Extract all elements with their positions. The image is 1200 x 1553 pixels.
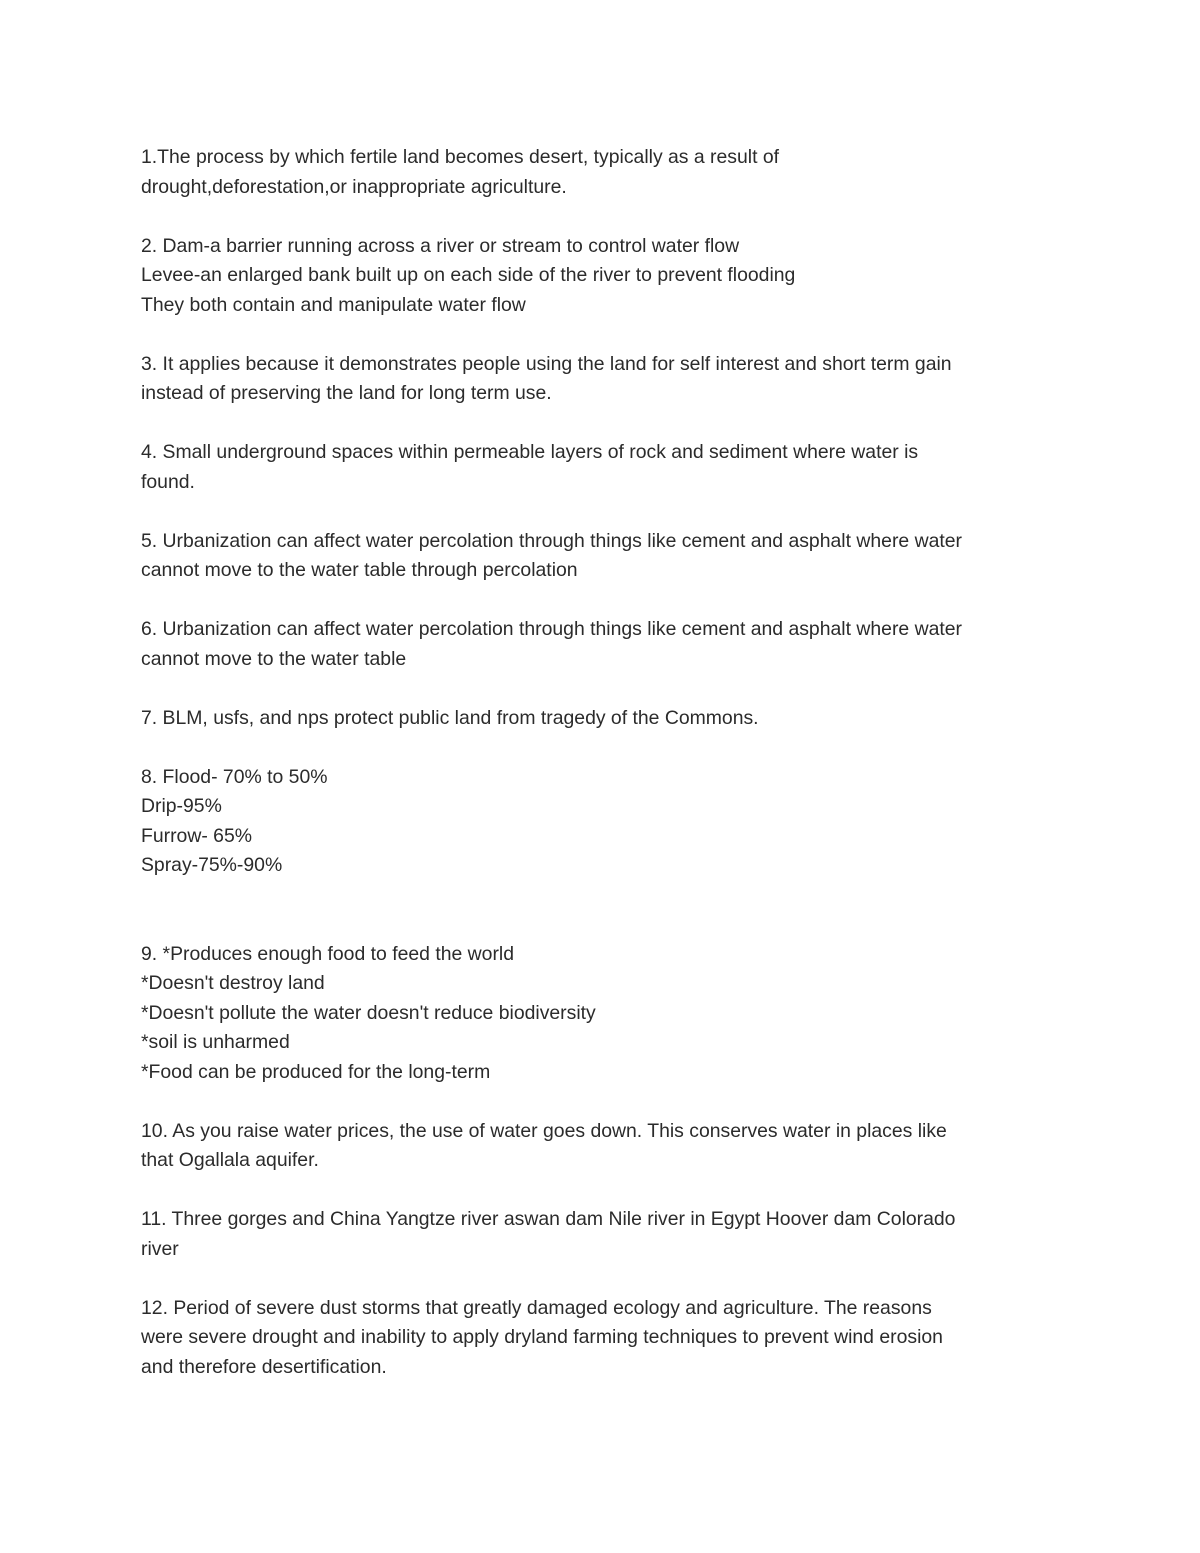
answer-11-line-2: river [141,1237,179,1260]
answer-8-line-3: Furrow- 65% [141,824,252,847]
answer-8-line-4: Spray-75%-90% [141,854,283,876]
answer-5-line-1: 5. Urbanization can affect water percolation through things like cement and asphalt where water [141,529,962,552]
answer-12 [141,1294,1071,1383]
answer-12-line-2: were severe drought and inability to apply dryland farming techniques to prevent wind erosion [141,1326,943,1348]
answer-7 [141,704,1071,734]
answer-3-line-1: 3. It applies because it demonstrates people using the land for self interest and short term gain [141,352,952,375]
answer-11 [141,1205,1071,1264]
answer-5 [141,527,1071,586]
answer-9-line-4: *soil is unharmed [141,1031,290,1053]
document-body [141,143,1071,1412]
answer-3-line-2: instead of preserving the land for long term use. [141,382,552,404]
answer-8-line-1: 8. Flood- 70% to 50% [141,765,328,788]
answer-9-line-2: *Doesn't destroy land [141,972,325,994]
answer-1-line-2: drought,deforestation,or inappropriate agriculture. [141,175,567,198]
answer-11-line-1: 11. Three gorges and China Yangtze river aswan dam Nile river in Egypt Hoover dam Colorado [141,1208,956,1230]
answer-8-line-2: Drip-95% [141,795,222,817]
answer-6-line-2: cannot move to the water table [141,647,407,670]
answer-2-line-2: Levee-an enlarged bank built up on each side of the river to prevent flooding [141,264,796,286]
answer-2-line-1: 2. Dam-a barrier running across a river or stream to control water flow [141,234,740,257]
answer-10-line-1: 10. As you raise water prices, the use of water goes down. This conserves water in places like [141,1119,947,1142]
answer-2-line-3: They both contain and manipulate water flow [141,293,526,316]
answer-3 [141,350,1071,409]
answer-9 [141,940,1071,1088]
answer-8 [141,763,1071,881]
answer-1 [141,143,1071,202]
answer-1-line-1: 1.The process by which fertile land becomes desert, typically as a result of [141,146,780,168]
answer-9-line-1: 9. *Produces enough food to feed the world [141,942,514,965]
answer-10 [141,1117,1071,1176]
answer-5-line-2: cannot move to the water table through percolation [141,559,578,581]
answer-12-line-3: and therefore desertification. [141,1355,387,1378]
answer-6-line-1: 6. Urbanization can affect water percolation through things like cement and asphalt where water [141,618,962,640]
answer-4-line-1: 4. Small underground spaces within permeable layers of rock and sediment where water is [141,441,919,463]
answer-7-line-1: 7. BLM, usfs, and nps protect public land from tragedy of the Commons. [141,706,759,729]
answer-2 [141,232,1071,321]
answer-4 [141,438,1071,497]
answer-4-line-2: found. [141,470,195,493]
answer-9-line-5: *Food can be produced for the long-term [141,1060,491,1083]
answer-9-line-3: *Doesn't pollute the water doesn't reduce biodiversity [141,1001,596,1024]
answer-10-line-2: that Ogallala aquifer. [141,1149,319,1171]
answer-12-line-1: 12. Period of severe dust storms that greatly damaged ecology and agriculture. The reasons [141,1296,932,1319]
answer-6 [141,615,1071,674]
